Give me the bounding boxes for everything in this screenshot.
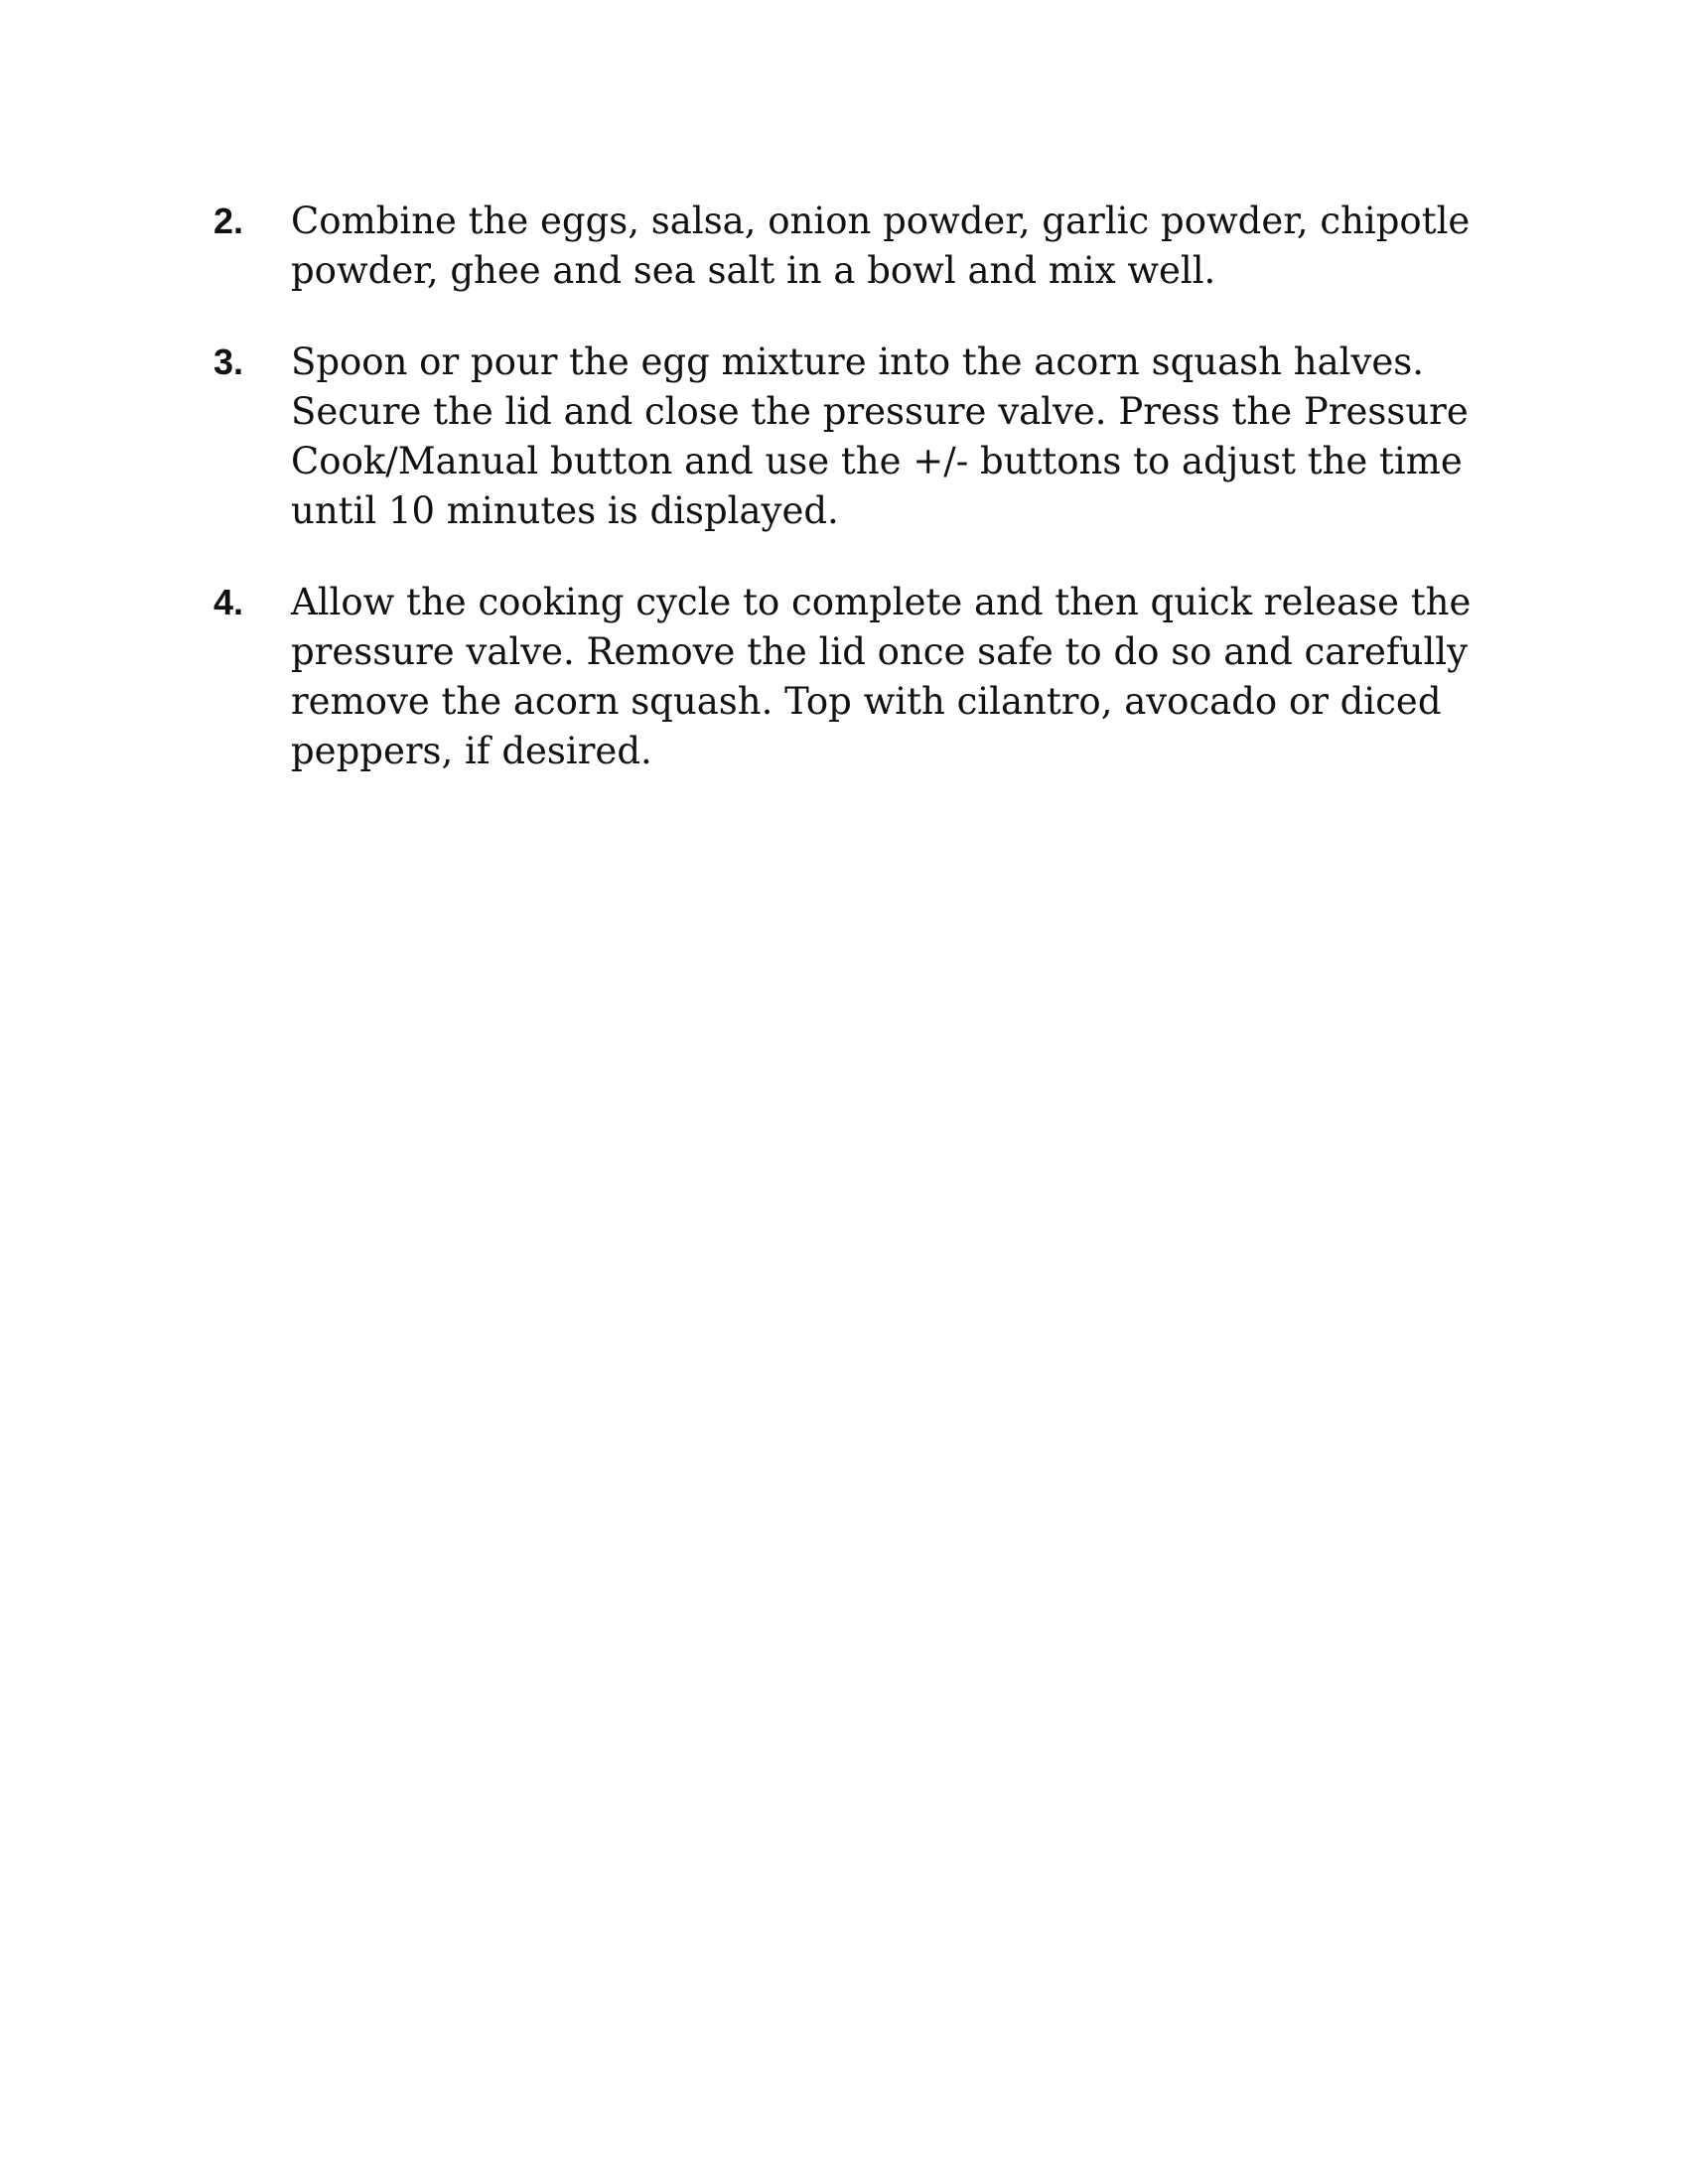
step-text-line: remove the acorn squash. Top with cilantro, avocado or diced [291,680,1442,723]
step-text-line: Secure the lid and close the pressure valve. Press the Pressure [291,390,1469,433]
instruction-steps [213,197,1504,818]
step-text-line: Allow the cooking cycle to complete and then quick release the [291,581,1472,623]
step-text-line: peppers, if desired. [291,730,652,772]
step-text-line: Spoon or pour the egg mixture into the acorn squash halves. [291,341,1425,383]
step-text-line: powder, ghee and sea salt in a bowl and mix well. [291,249,1216,292]
step-text [291,197,1492,296]
step-number: 3. [213,341,244,382]
step-text-line: pressure valve. Remove the lid once safe to do so and carefully [291,630,1469,673]
step-number: 2. [213,201,244,241]
instruction-step [213,578,1504,776]
step-text-line: Combine the eggs, salsa, onion powder, garlic powder, chipotle [291,200,1471,242]
instruction-step [213,197,1504,296]
step-text [291,578,1492,776]
step-number: 4. [213,582,244,622]
step-text-line: until 10 minutes is displayed. [291,489,839,532]
step-text [291,338,1492,536]
instruction-step [213,338,1504,536]
step-text-line: Cook/Manual button and use the +/- buttons to adjust the time [291,440,1463,482]
